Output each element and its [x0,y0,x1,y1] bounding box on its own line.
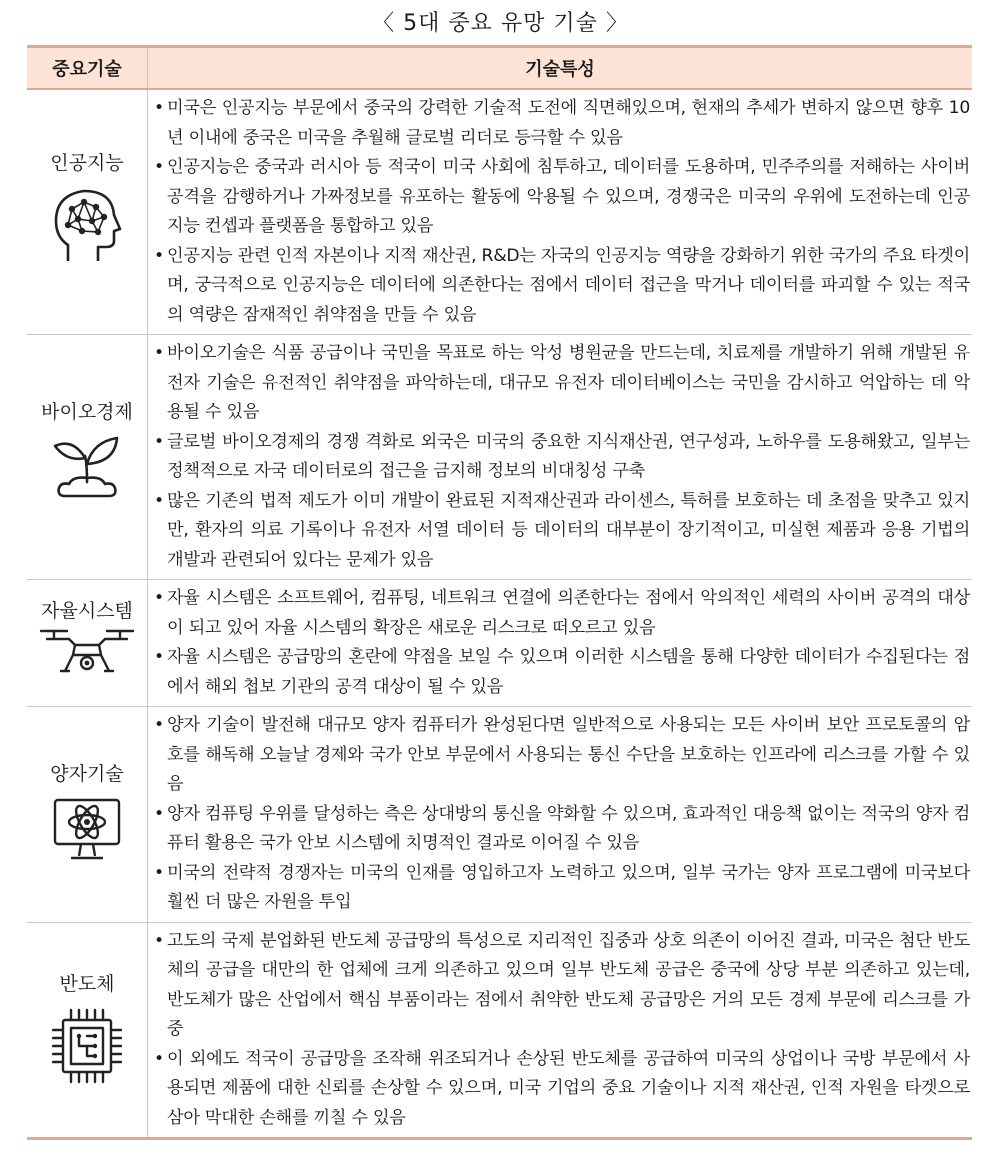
table-row-autonomous [27,580,972,707]
list-item: • 미국은 인공지능 부문에서 중국의 강력한 기술적 도전에 직면해있으며, 현재의 추세가 변하지 않으면 향후 10년 이내에 중국은 미국을 추월해 글로벌 리더로 등극할 수 있음 [154,94,970,153]
list-item: • 자율 시스템은 소프트웨어, 컴퓨팅, 네트워크 연결에 의존한다는 점에서 악의적인 세력의 사이버 공격의 대상이 되고 있어 자율 시스템의 확장은 새로운 리스크로 떠오르고 있음 [154,584,970,643]
chip-icon [49,1006,125,1086]
drone-icon [39,627,135,677]
tech-cell [27,335,148,580]
bullet-list [148,707,972,922]
bullet-list [148,580,972,706]
list-item: • 바이오기술은 식품 공급이나 국민을 목표로 하는 악성 병원균을 만드는데, 치료제를 개발하기 위해 개발된 유전자 기술은 유전적인 취약점을 파악하는데, 대규모 유전자 데이터베이스는 국민을 감시하고 억압하는 데 악용될 수 있음 [154,339,970,428]
list-item: • 양자 컴퓨팅 우위를 달성하는 측은 상대방의 통신을 약화할 수 있으며, 효과적인 대응책 없이는 적국의 양자 컴퓨터 활용은 국가 안보 시스템에 치명적인 결과로 이어질 수 있음 [154,800,970,859]
table-row-ai [27,89,972,335]
tech-cell [27,922,148,1139]
tech-cell [27,580,148,707]
quantum-computer-icon [51,796,123,864]
plant-sprout-icon [51,434,123,500]
list-item: • 고도의 국제 분업화된 반도체 공급망의 특성으로 지리적인 집중과 상호 의존이 이어진 결과, 미국은 첨단 반도체의 공급을 대만의 한 업체에 크게 의존하고 있으며 일부 반도체 공급은 중국에 상당 부분 의존하고 있는데, 반도체가 많은 산업에서 핵심 부품이라는 점에서 취약한 반도체 공급망은 거의 모든 경제 부문에 리스크를 가중 [154,927,970,1045]
desc-cell [148,89,973,335]
bullet-list [148,923,972,1138]
list-item: • 이 외에도 적국이 공급망을 조작해 위조되거나 손상된 반도체를 공급하여 미국의 상업이나 국방 부문에서 사용되면 제품에 대한 신뢰를 손상할 수 있으며, 미국 기업의 중요 기술이나 지적 재산권, 인적 자원을 타겟으로 삼아 막대한 손해를 끼칠 수 있음 [154,1045,970,1134]
bullet-list [148,335,972,579]
header-desc: 기술특성 [148,47,973,90]
table-row-bio [27,335,972,580]
tech-name: 반도체 [59,972,115,995]
tech-name: 바이오경제 [41,401,133,423]
desc-cell [148,580,973,707]
header-tech: 중요기술 [27,47,148,90]
table-row-quantum [27,707,972,923]
list-item: • 자율 시스템은 공급망의 혼란에 약점을 보일 수 있으며 이러한 시스템을 통해 다양한 데이터가 수집된다는 점에서 해외 첩보 기관의 공격 대상이 될 수 있음 [154,643,970,702]
desc-cell [148,707,973,923]
table-title: 〈 5대 중요 유망 기술 〉 [372,11,629,36]
list-item: • 양자 기술이 발전해 대규모 양자 컴퓨터가 완성된다면 일반적으로 사용되는 모든 사이버 보안 프로토콜의 암호를 해독해 오늘날 경제와 국가 안보 부문에서 사용되는 통신 수단을 보호하는 인프라에 리스크를 가할 수 있음 [154,711,970,800]
list-item: • 인공지능 관련 인적 자본이나 지적 재산권, R&D는 자국의 인공지능 역량을 강화하기 위한 국가의 주요 타겟이며, 궁극적으로 인공지능은 데이터에 의존한다는 점에서 데이터 접근을 막거나 데이터를 파괴할 수 있는 적국의 역량은 잠재적인 취약점을 만들 수 있음 [154,242,970,331]
tech-name: 자율시스템 [41,600,133,622]
technology-table [27,45,972,1140]
table-row-semiconductor [27,922,972,1139]
desc-cell [148,335,973,580]
ai-brain-icon [50,185,124,263]
tech-name: 양자기술 [50,763,124,785]
bullet-list [148,90,972,334]
tech-name: 인공지능 [50,152,124,174]
list-item: • 인공지능은 중국과 러시아 등 적국이 미국 사회에 침투하고, 데이터를 도용하며, 민주주의를 저해하는 사이버 공격을 감행하거나 가짜정보를 유포하는 활동에 악용될 수 있으며, 경쟁국은 미국의 우위에 도전하는데 인공지능 컨셉과 플랫폼을 통합하고 있음 [154,153,970,242]
list-item: • 많은 기존의 법적 제도가 이미 개발이 완료된 지적재산권과 라이센스, 특허를 보호하는 데 초점을 맞추고 있지만, 환자의 의료 기록이나 유전자 서열 데이터 등 데이터의 대부분이 장기적이고, 미실현 제품과 응용 기법의 개발과 관련되어 있다는 문제가 있음 [154,487,970,576]
list-item: • 글로벌 바이오경제의 경쟁 격화로 외국은 미국의 중요한 지식재산권, 연구성과, 노하우를 도용해왔고, 일부는 정책적으로 자국 데이터로의 접근을 금지해 정보의 비대칭성 구축 [154,428,970,487]
tech-cell [27,707,148,923]
tech-cell [27,89,148,335]
desc-cell [148,922,973,1139]
list-item: • 미국의 전략적 경쟁자는 미국의 인재를 영입하고자 노력하고 있으며, 일부 국가는 양자 프로그램에 미국보다 훨씬 더 많은 자원을 투입 [154,859,970,918]
